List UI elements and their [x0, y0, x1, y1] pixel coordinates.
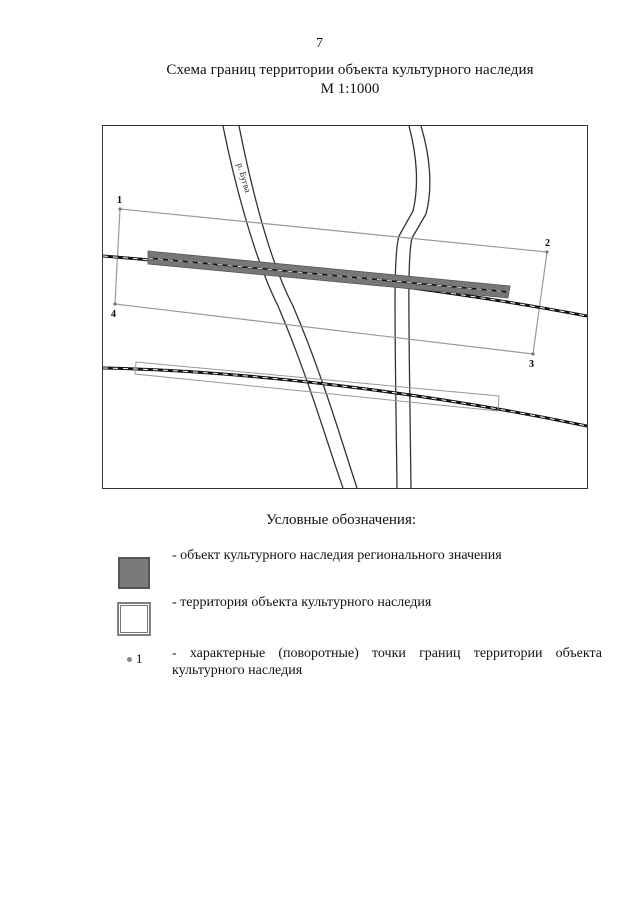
boundary-point-2 — [545, 250, 548, 253]
river-bank-right — [239, 126, 357, 488]
object-swatch-icon — [118, 557, 150, 589]
map-scale: М 1:1000 — [320, 81, 380, 97]
boundary-point-1 — [118, 207, 121, 210]
legend-point-text-line1: - характерные (поворотные) точки границ территории объекта — [172, 646, 602, 661]
boundary-point-label-3: 3 — [529, 359, 534, 370]
creek-bank-right — [409, 126, 430, 488]
point-marker-symbol: 1 — [136, 651, 143, 666]
legend-territory-text: - территория объекта культурного наследия — [172, 595, 432, 610]
boundary-point-3 — [531, 352, 534, 355]
boundary-point-label-2: 2 — [545, 238, 550, 249]
page-number: 7 — [316, 36, 323, 51]
lower-road-dashes — [103, 368, 587, 426]
legend-point-text — [172, 645, 602, 679]
point-marker-legend — [127, 651, 143, 667]
legend-object-text: - объект культурного наследия регионального значения — [172, 548, 502, 563]
map-canvas — [103, 126, 587, 488]
legend-title: Условные обозначения: — [265, 512, 417, 528]
legend-point-text-line2: культурного наследия — [172, 663, 303, 678]
boundary-point-4 — [113, 302, 116, 305]
creek-bank-left — [395, 126, 416, 488]
boundary-point-label-1: 1 — [117, 195, 122, 206]
lower-road-line — [103, 368, 587, 426]
point-marker-icon — [127, 657, 132, 662]
map-title: Схема границ территории объекта культурного наследия — [166, 62, 534, 78]
map-frame — [102, 125, 588, 489]
territory-swatch-icon — [118, 603, 150, 635]
river-label: р. Бугва — [235, 161, 254, 194]
boundary-point-label-4: 4 — [111, 309, 116, 320]
lower-territory-strip — [135, 362, 499, 411]
